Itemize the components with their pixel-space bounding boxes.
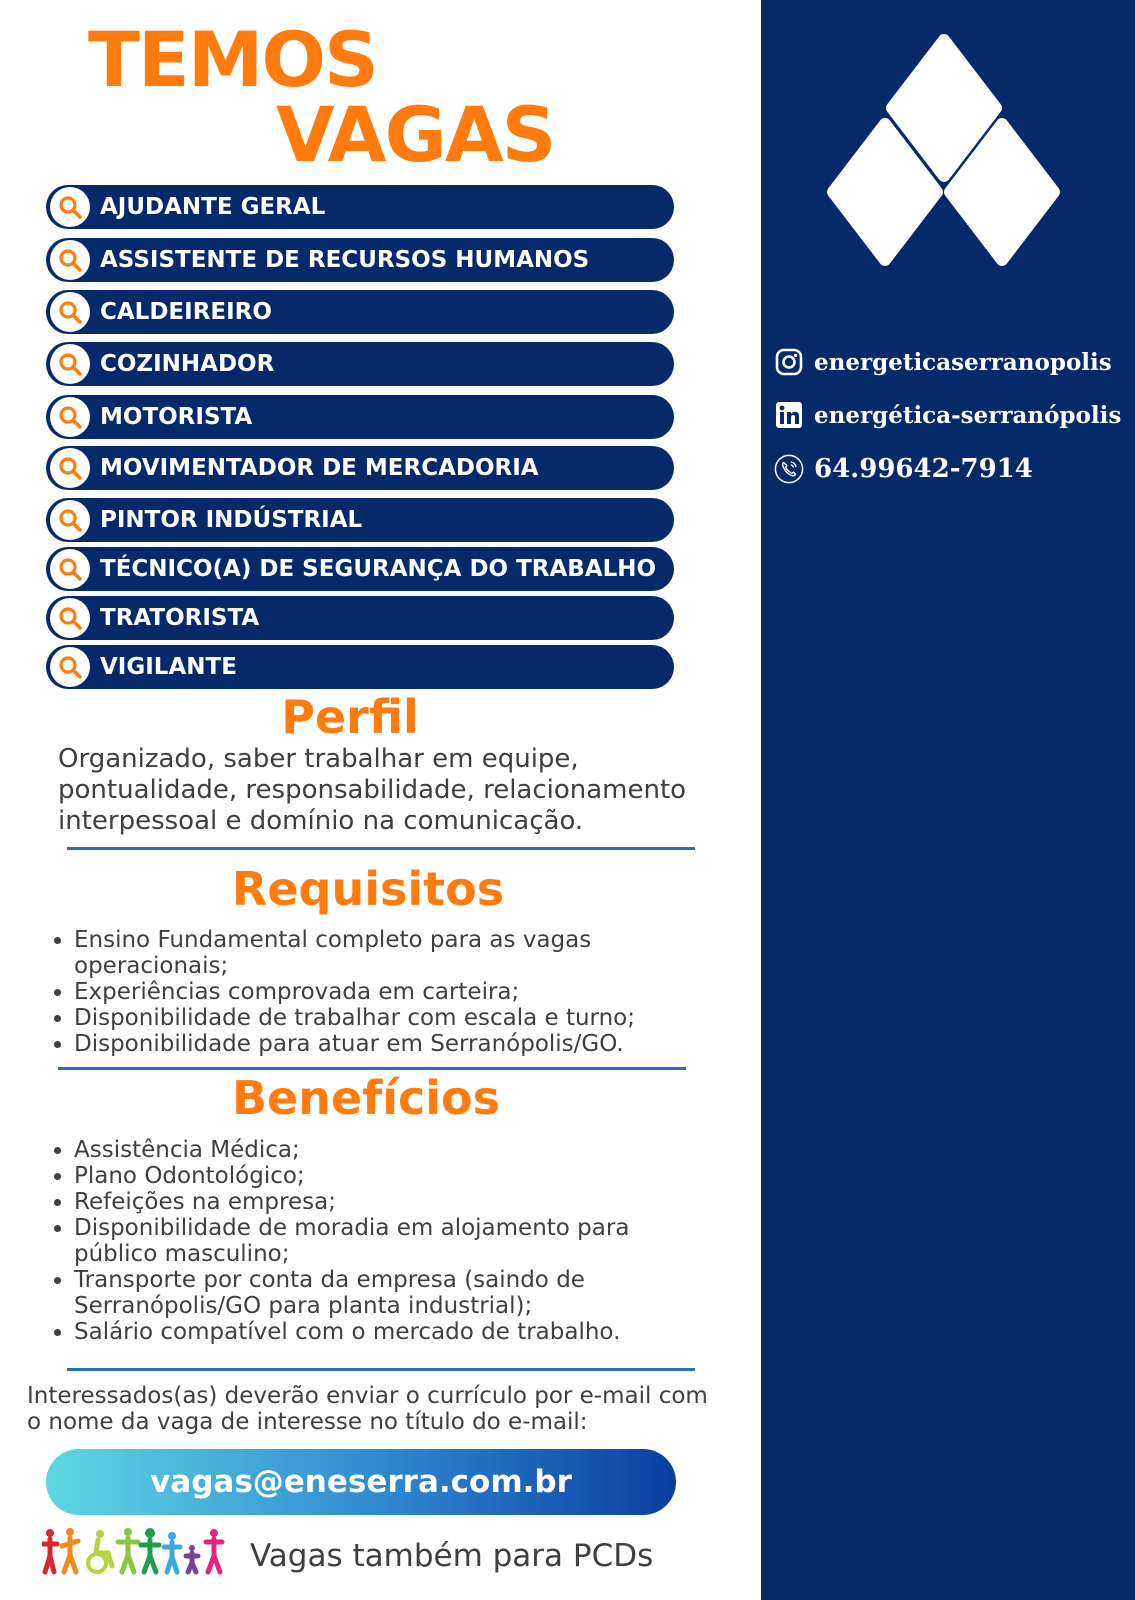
search-icon bbox=[50, 187, 90, 227]
list-item: • Ensino Fundamental completo para as vagas operacionais; bbox=[74, 927, 694, 979]
contact-instructions bbox=[27, 1383, 752, 1435]
search-icon bbox=[50, 240, 90, 280]
job-pill[interactable] bbox=[46, 498, 674, 542]
job-label: CALDEIREIRO bbox=[100, 299, 272, 325]
job-pill[interactable] bbox=[46, 596, 674, 640]
list-item: • Transporte por conta da empresa (saindo de Serranópolis/GO para planta industrial); bbox=[74, 1267, 684, 1319]
job-pill[interactable] bbox=[46, 185, 674, 229]
perfil-title: Perfil bbox=[281, 690, 419, 744]
list-item: • Disponibilidade de trabalhar com escala e turno; bbox=[74, 1005, 694, 1031]
list-item: • Disponibilidade para atuar em Serranópolis/GO. bbox=[74, 1031, 694, 1057]
email-button[interactable] bbox=[46, 1449, 676, 1515]
instruction-line: Interessados(as) deverão enviar o currículo por e-mail com bbox=[27, 1383, 708, 1409]
job-pill[interactable] bbox=[46, 342, 674, 386]
perfil-text bbox=[58, 744, 748, 837]
list-item: • Refeições na empresa; bbox=[74, 1189, 684, 1215]
job-label: TRATORISTA bbox=[100, 605, 260, 631]
search-icon bbox=[50, 647, 90, 687]
job-label: AJUDANTE GERAL bbox=[100, 194, 326, 220]
job-pill[interactable] bbox=[46, 446, 674, 490]
job-label: MOTORISTA bbox=[100, 404, 253, 430]
email-text: vagas@eneserra.com.br bbox=[150, 1464, 572, 1500]
job-pill[interactable] bbox=[46, 645, 674, 689]
instagram-icon bbox=[774, 347, 804, 377]
perfil-line: Organizado, saber trabalhar em equipe, bbox=[58, 744, 579, 774]
job-pill[interactable] bbox=[46, 290, 674, 334]
perfil-line: interpessoal e domínio na comunicação. bbox=[58, 806, 584, 836]
search-icon bbox=[50, 549, 90, 589]
search-icon bbox=[50, 292, 90, 332]
instruction-line: o nome da vaga de interesse no título do e-mail: bbox=[27, 1409, 588, 1435]
pcd-text: Vagas também para PCDs bbox=[250, 1538, 654, 1574]
list-item: • Assistência Médica; bbox=[74, 1137, 684, 1163]
job-label: MOVIMENTADOR DE MERCADORIA bbox=[100, 455, 539, 481]
instagram-text: energeticaserranopolis bbox=[814, 348, 1112, 376]
search-icon bbox=[50, 448, 90, 488]
logo-diamonds-icon bbox=[826, 34, 1060, 266]
phone-number[interactable] bbox=[774, 454, 1033, 484]
list-item: • Experiências comprovada em carteira; bbox=[74, 979, 694, 1005]
title-vagas: VAGAS bbox=[276, 90, 555, 179]
phone-icon bbox=[774, 454, 804, 484]
linkedin-text: energética-serranópolis bbox=[814, 401, 1122, 429]
list-item: • Salário compatível com o mercado de trabalho. bbox=[74, 1319, 684, 1345]
job-label: TÉCNICO(A) DE SEGURANÇA DO TRABALHO bbox=[100, 556, 657, 582]
search-icon bbox=[50, 598, 90, 638]
pcd-people-icon bbox=[42, 1526, 230, 1576]
requisitos-title: Requisitos bbox=[231, 862, 505, 916]
search-icon bbox=[50, 500, 90, 540]
list-item: • Disponibilidade de moradia em alojamento para público masculino; bbox=[74, 1215, 684, 1267]
divider bbox=[67, 847, 695, 850]
linkedin-handle[interactable] bbox=[774, 400, 1121, 430]
linkedin-icon bbox=[774, 400, 804, 430]
job-pill[interactable] bbox=[46, 547, 674, 591]
beneficios-list bbox=[46, 1137, 684, 1345]
list-item: • Plano Odontológico; bbox=[74, 1163, 684, 1189]
beneficios-title: Benefícios bbox=[231, 1071, 500, 1125]
instagram-handle[interactable] bbox=[774, 347, 1112, 377]
divider bbox=[67, 1368, 695, 1371]
search-icon bbox=[50, 344, 90, 384]
search-icon bbox=[50, 397, 90, 437]
title-temos: TEMOS bbox=[88, 15, 377, 104]
job-label: VIGILANTE bbox=[100, 654, 237, 680]
job-label: ASSISTENTE DE RECURSOS HUMANOS bbox=[100, 247, 590, 273]
job-label: COZINHADOR bbox=[100, 351, 275, 377]
job-label: PINTOR INDÚSTRIAL bbox=[100, 507, 363, 533]
job-pill[interactable] bbox=[46, 238, 674, 282]
divider bbox=[58, 1067, 686, 1070]
perfil-line: pontualidade, responsabilidade, relacionamento bbox=[58, 775, 687, 805]
phone-text: 64.99642-7914 bbox=[814, 454, 1033, 484]
requisitos-list bbox=[46, 927, 694, 1057]
job-pill[interactable] bbox=[46, 395, 674, 439]
